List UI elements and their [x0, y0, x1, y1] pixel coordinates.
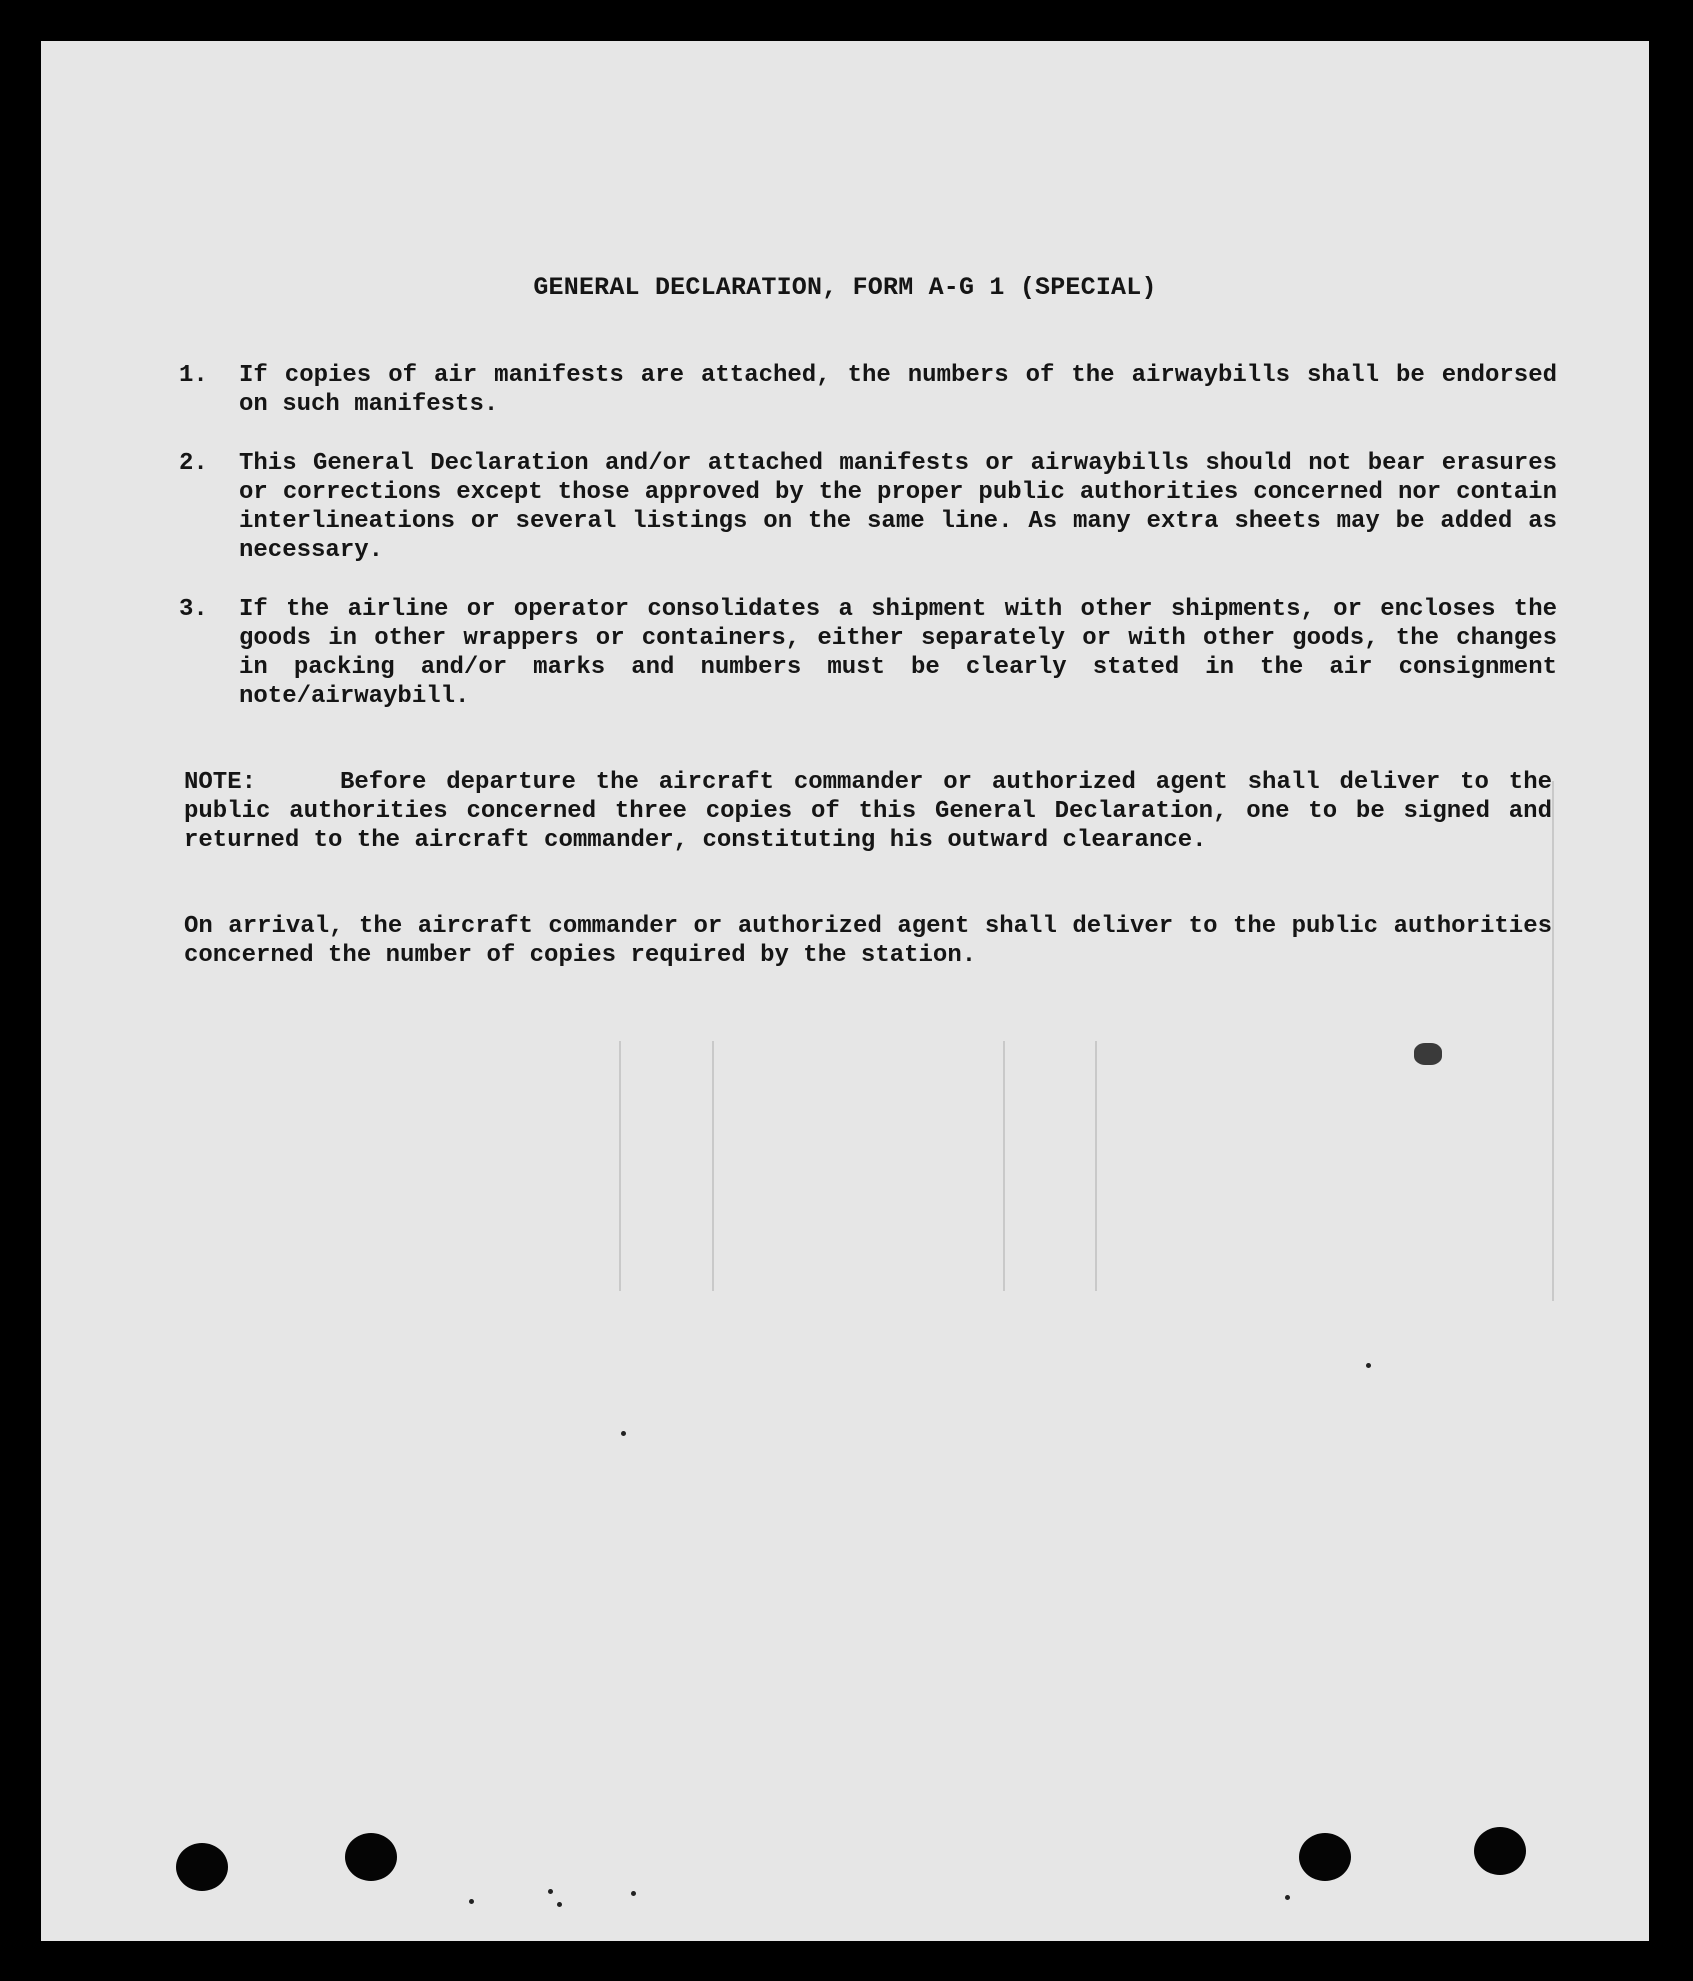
- item-text: This General Declaration and/or attached manifests or airwaybills should not bear erasures or corrections except those approved by the proper public authorities concerned nor contain interlineations or several listings on the same line. As many extra sheets may be added as necessary.: [239, 450, 1557, 564]
- instruction-item: [179, 449, 1557, 565]
- item-number: 3.: [179, 596, 208, 623]
- dust-speck: [1366, 1363, 1371, 1368]
- arrival-note: On arrival, the aircraft commander or authorized agent shall deliver to the public authorities concerned the number of copies required by the station.: [184, 913, 1552, 969]
- item-number: 1.: [179, 362, 208, 389]
- show-through-line: [619, 1041, 621, 1291]
- ink-blot: [1414, 1043, 1442, 1065]
- note-text: Before departure the aircraft commander or authorized agent shall deliver to the public authorities concerned three copies of this General Declaration, one to be signed and returned to the aircraft commander, constituting his outward clearance.: [184, 769, 1552, 854]
- punch-hole: [176, 1843, 228, 1891]
- dust-speck: [557, 1902, 562, 1907]
- dust-speck: [548, 1889, 553, 1894]
- dust-speck: [469, 1899, 474, 1904]
- document-page: [41, 41, 1649, 1941]
- note-label: NOTE:: [184, 769, 257, 796]
- show-through-line: [1552, 781, 1554, 1301]
- instruction-item: [179, 595, 1557, 711]
- item-text: If the airline or operator consolidates a shipment with other shipments, or encloses the goods in other wrappers or containers, either separately or with other goods, the changes in packing and/or marks and numbers must be clearly stated in the air consignment note/airwaybill.: [239, 596, 1557, 710]
- punch-hole: [1299, 1833, 1351, 1881]
- show-through-line: [1003, 1041, 1005, 1291]
- departure-note: [184, 768, 1552, 855]
- show-through-line: [1095, 1041, 1097, 1291]
- instruction-item: [179, 361, 1557, 419]
- dust-speck: [621, 1431, 626, 1436]
- form-title: GENERAL DECLARATION, FORM A-G 1 (SPECIAL): [533, 273, 1157, 302]
- punch-hole: [345, 1833, 397, 1881]
- punch-hole: [1474, 1827, 1526, 1875]
- item-text: If copies of air manifests are attached, the numbers of the airwaybills shall be endorsed on such manifests.: [239, 362, 1557, 418]
- dust-speck: [631, 1891, 636, 1896]
- show-through-line: [712, 1041, 714, 1291]
- item-number: 2.: [179, 450, 208, 477]
- dust-speck: [1285, 1895, 1290, 1900]
